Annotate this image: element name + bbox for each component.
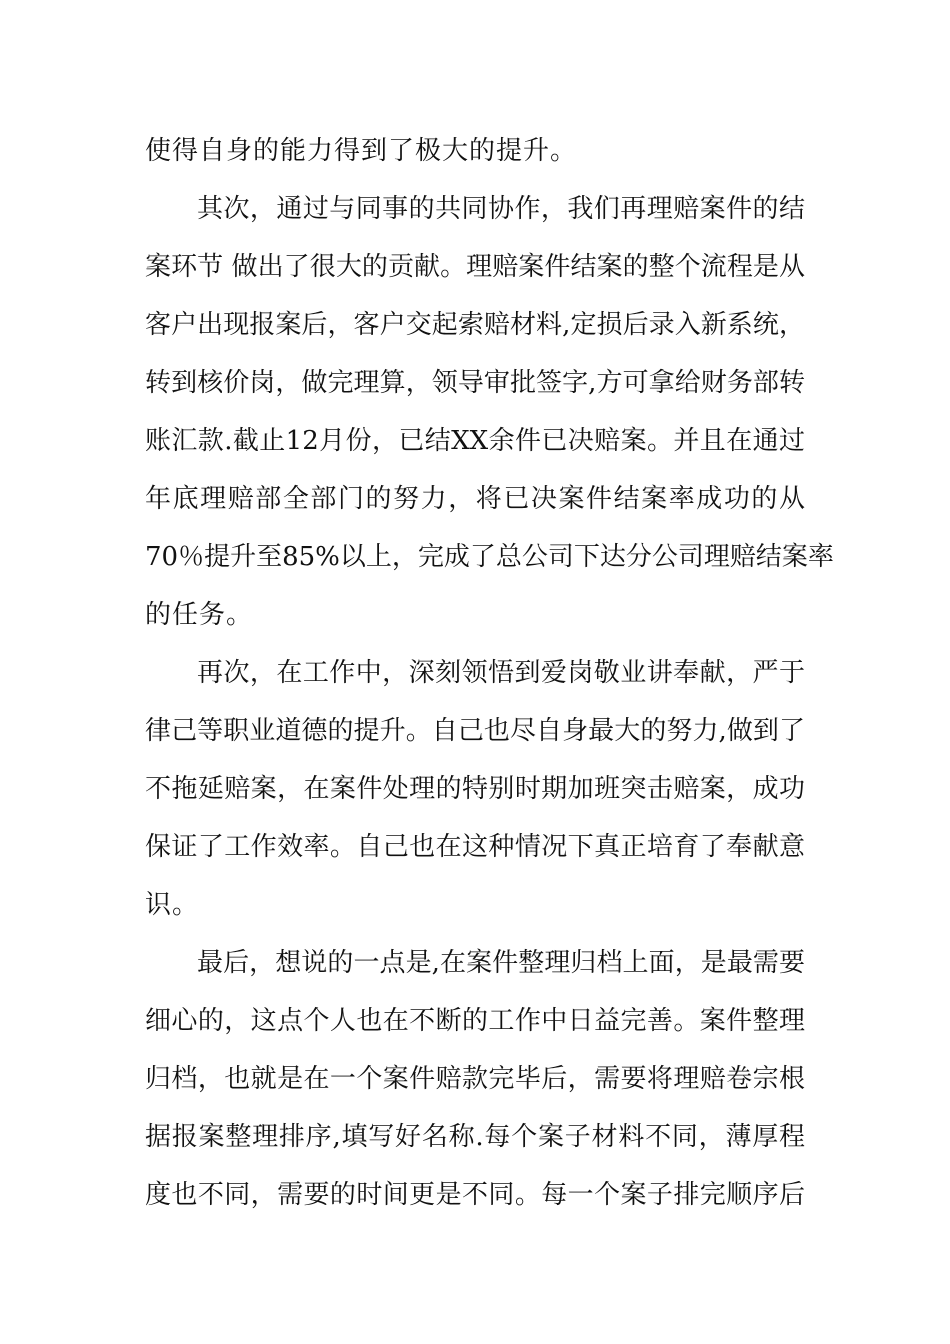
text-line: 保证了工作效率。自己也在这种情况下真正培育了奉献意 bbox=[145, 832, 805, 862]
paragraph-first-line: 其次，通过与同事的共同协作，我们再理赔案件的结 bbox=[197, 194, 805, 224]
text-line: 不拖延赔案，在案件处理的特别时期加班突击赔案，成功 bbox=[145, 774, 805, 804]
text-line: 年底理赔部全部门的努力，将已决案件结案率成功的从 bbox=[145, 484, 805, 514]
text-line: 度也不同，需要的时间更是不同。每一个案子排完顺序后 bbox=[145, 1180, 805, 1210]
text-line: 客户出现报案后，客户交起索赔材料,定损后录入新系统， bbox=[145, 310, 805, 340]
text-line: 转到核价岗，做完理算，领导审批签字,方可拿给财务部转 bbox=[145, 368, 805, 398]
text-line: 识。 bbox=[145, 890, 200, 920]
text-line: 律己等职业道德的提升。自己也尽自身最大的努力,做到了 bbox=[145, 716, 805, 746]
text-line: 归档，也就是在一个案件赔款完毕后，需要将理赔卷宗根 bbox=[145, 1064, 805, 1094]
text-line: 使得自身的能力得到了极大的提升。 bbox=[145, 136, 578, 166]
paragraph-first-line: 最后，想说的一点是,在案件整理归档上面，是最需要 bbox=[197, 948, 805, 978]
text-line: 据报案整理排序,填写好名称.每个案子材料不同，薄厚程 bbox=[145, 1122, 805, 1152]
text-line: 的任务。 bbox=[145, 600, 254, 630]
text-line: 案环节 做出了很大的贡献。理赔案件结案的整个流程是从 bbox=[145, 252, 805, 282]
text-line: 账汇款.截止12月份，已结XX余件已决赔案。并且在通过 bbox=[145, 426, 805, 456]
text-line: 细心的，这点个人也在不断的工作中日益完善。案件整理 bbox=[145, 1006, 805, 1036]
text-line: 70％提升至85%以上，完成了总公司下达分公司理赔结案率 bbox=[145, 542, 834, 572]
paragraph-first-line: 再次，在工作中，深刻领悟到爱岗敬业讲奉献，严于 bbox=[197, 658, 805, 688]
